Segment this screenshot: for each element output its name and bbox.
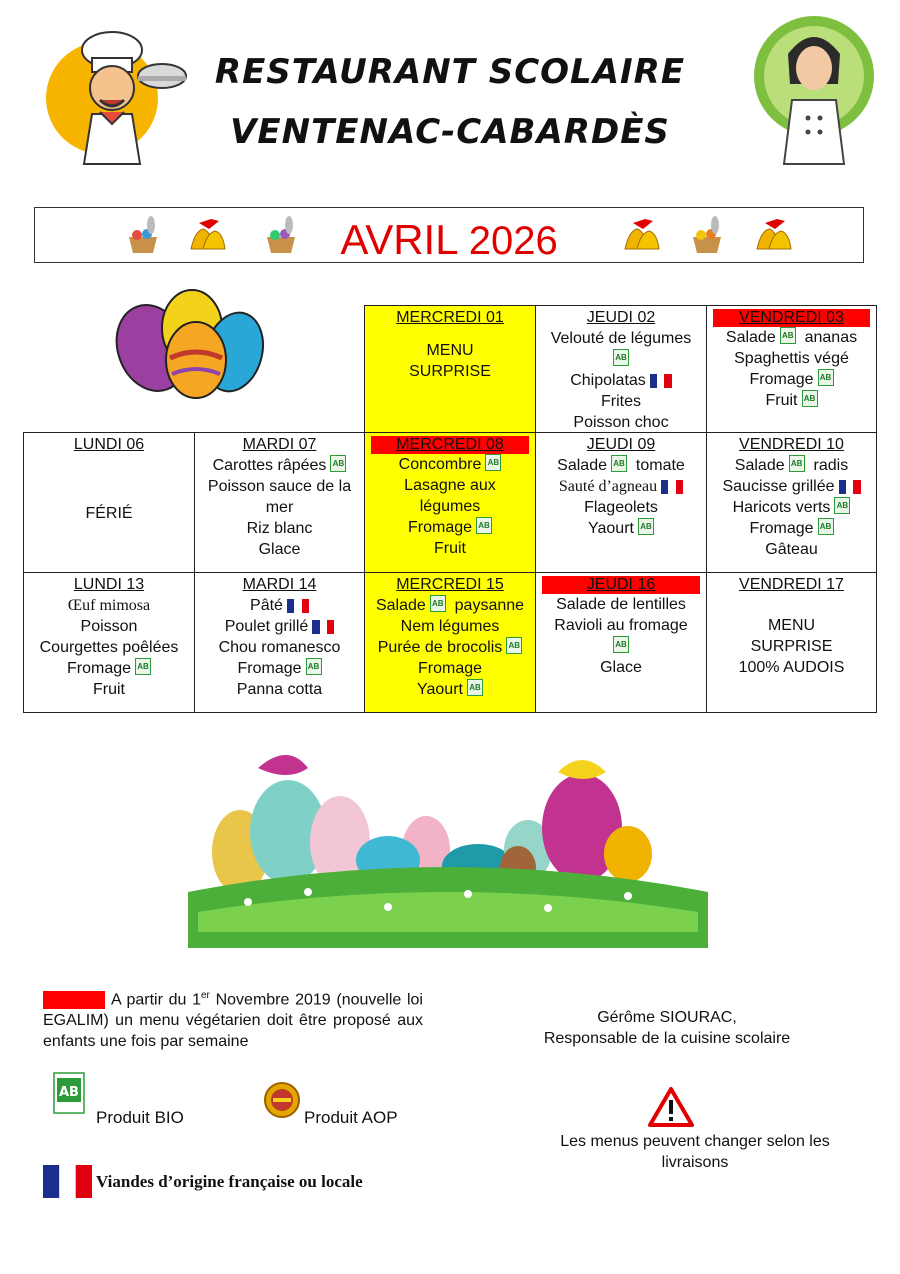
menu-item-text: Salade (725, 329, 776, 346)
menu-item-text: Œuf mimosa (67, 597, 151, 614)
menu-item-text: Glace (258, 541, 301, 558)
french-flag-icon (839, 479, 861, 493)
menu-item-text: tomate (635, 457, 685, 474)
day-heading: MERCREDI 01 (396, 309, 504, 326)
menu-item (365, 679, 535, 700)
menu-item (365, 538, 535, 559)
menu-item-text: MENU (767, 617, 816, 634)
warning-text: Les menus peuvent changer selon les livraisons (560, 1133, 830, 1171)
menu-item-text: Flageolets (584, 499, 658, 516)
ab-bio-icon: AB (135, 658, 151, 675)
menu-item (536, 328, 706, 349)
menu-item-text: 100% AUDOIS (738, 659, 845, 676)
day-cell-fri-03 (706, 305, 877, 433)
menu-item (536, 476, 706, 497)
note-superscript: er (201, 990, 210, 1001)
legend-aop-label: Produit AOP (304, 1108, 398, 1127)
ab-bio-icon: AB (789, 455, 805, 472)
menu-item-text: FÉRIÉ (85, 505, 133, 522)
day-heading: VENDREDI 03 (713, 309, 870, 327)
menu-item (24, 679, 194, 700)
ab-bio-icon: AB (834, 497, 850, 514)
menu-item (365, 340, 535, 361)
title-line-1: RESTAURANT SCOLAIRE (214, 52, 686, 92)
menu-item (536, 370, 706, 391)
menu-item (195, 637, 364, 658)
day-heading: VENDREDI 17 (739, 576, 844, 593)
ab-bio-icon: AB (818, 518, 834, 535)
menu-item (365, 595, 535, 616)
easter-bells-icon (751, 213, 795, 257)
ab-bio-icon: AB (485, 454, 501, 471)
menu-item-text: Concombre (398, 456, 482, 473)
menu-item (24, 616, 194, 637)
menu-item (24, 658, 194, 679)
menu-item (707, 390, 876, 411)
menu-item (536, 615, 706, 636)
menu-item (707, 476, 876, 497)
ab-bio-icon: AB (330, 455, 346, 472)
day-heading: MARDI 14 (242, 576, 317, 593)
french-flag-icon (312, 619, 334, 633)
day-heading: JEUDI 02 (586, 309, 656, 326)
day-heading: JEUDI 09 (586, 436, 656, 453)
menu-item (707, 455, 876, 476)
signature-name: Gérôme SIOURAC, (597, 1009, 737, 1026)
menu-item-text: Salade (557, 457, 607, 474)
menu-item (365, 454, 535, 475)
menu-item (24, 503, 194, 524)
menu-item (195, 455, 364, 476)
day-heading: VENDREDI 10 (739, 436, 844, 453)
menu-item-text: Fromage (749, 371, 814, 388)
menu-item (365, 517, 535, 538)
menu-item-text: Poisson (80, 618, 138, 635)
day-heading: JEUDI 16 (542, 576, 700, 594)
menu-item (536, 455, 706, 476)
menu-item (195, 679, 364, 700)
ab-bio-icon: AB (613, 636, 629, 653)
legend-flag-label: Viandes d’origine française ou locale (96, 1172, 363, 1191)
note-part-a: A partir du 1 (111, 991, 201, 1009)
easter-bells-icon (619, 213, 663, 257)
menu-item (365, 361, 535, 382)
menu-item-text: Fruit (434, 540, 466, 557)
menu-item-text: Panna cotta (236, 681, 323, 698)
ab-bio-icon: AB (430, 595, 446, 612)
menu-item (195, 616, 364, 637)
menu-item-text: Ravioli au fromage (554, 617, 688, 634)
chef-woman-illustration-right (752, 14, 876, 166)
day-cell-wed-01 (364, 305, 536, 433)
ab-bio-icon: AB (818, 369, 834, 386)
month-year: 2026 (468, 219, 558, 263)
menu-item-text: Chou romanesco (218, 639, 341, 656)
day-cell-wed-15 (364, 572, 536, 713)
menu-item (365, 637, 535, 658)
menu-item-text: Saucisse grillée (722, 478, 835, 495)
menu-item (365, 658, 535, 679)
menu-item-text: mer (265, 499, 294, 516)
menu-item (195, 497, 364, 518)
menu-item-text: Salade (734, 457, 785, 474)
french-flag-icon (650, 373, 672, 387)
menu-item (24, 637, 194, 658)
menu-item (365, 475, 535, 496)
menu-item (536, 391, 706, 412)
menu-item-text: Fromage (417, 660, 483, 677)
ab-bio-icon: AB (780, 327, 796, 344)
menu-item-text: radis (813, 457, 849, 474)
menu-item-text: Gâteau (765, 541, 818, 558)
menu-item-text: Fruit (93, 681, 125, 698)
signature-block (520, 1007, 814, 1049)
spacer (707, 595, 876, 615)
menu-item (707, 518, 876, 539)
menu-grid (23, 305, 877, 713)
day-heading: LUNDI 06 (73, 436, 145, 453)
menu-item (707, 615, 876, 636)
ab-bio-icon: AB (802, 390, 818, 407)
day-cell-mon-13 (23, 572, 195, 713)
french-flag-icon (43, 1165, 92, 1198)
menu-item (536, 497, 706, 518)
menu-item-text: Chipolatas (570, 372, 646, 389)
aop-seal-icon (264, 1082, 300, 1118)
day-cell-thu-16 (535, 572, 707, 713)
menu-item-text: Courgettes poêlées (39, 639, 179, 656)
menu-item-text: paysanne (454, 597, 525, 614)
day-heading: MERCREDI 15 (396, 576, 504, 593)
day-cell-mon-06 (23, 432, 195, 573)
menu-item (195, 476, 364, 497)
menu-item-text: SURPRISE (409, 363, 491, 380)
ab-bio-icon: AB (476, 517, 492, 534)
bio-marker-row (536, 636, 706, 657)
menu-item (195, 539, 364, 560)
menu-item (365, 496, 535, 517)
title-line-2: VENTENAC-CABARDÈS (230, 112, 670, 152)
menu-item-text: MENU (426, 342, 474, 359)
menu-item (536, 412, 706, 433)
bio-marker-row (536, 349, 706, 370)
menu-item (707, 348, 876, 369)
menu-item-text: Velouté de légumes (550, 330, 692, 347)
menu-item-text: SURPRISE (750, 638, 833, 655)
menu-item-text: Carottes râpées (212, 457, 327, 474)
month-title (35, 216, 863, 264)
month-name: AVRIL (340, 216, 458, 263)
menu-item-text: Fruit (765, 392, 798, 409)
menu-item-text: Riz blanc (246, 520, 313, 537)
menu-item-text: Yaourt (417, 681, 463, 698)
menu-item-text: Glace (600, 659, 642, 676)
egalim-note (43, 985, 423, 1052)
menu-item (195, 518, 364, 539)
day-cell-wed-08 (364, 432, 536, 573)
menu-item-text: Pâté (250, 597, 283, 614)
menu-item-text: Fromage (66, 660, 132, 677)
menu-item-text: Spaghettis végé (734, 350, 849, 367)
ab-bio-icon: AB (306, 658, 322, 675)
day-cell-tue-07 (194, 432, 365, 573)
menu-item-text: Salade (375, 597, 426, 614)
ab-bio-icon: AB (506, 637, 522, 654)
menu-item (195, 595, 364, 616)
menu-item (707, 327, 876, 348)
menu-item (24, 595, 194, 616)
menu-item (536, 657, 706, 678)
day-cell-fri-17 (706, 572, 877, 713)
easter-grass-illustration (188, 742, 708, 948)
menu-item-text: Yaourt (588, 520, 634, 537)
menu-item (365, 616, 535, 637)
day-heading: MERCREDI 08 (371, 436, 529, 454)
ab-bio-icon: AB (613, 349, 629, 366)
menu-item-text: légumes (419, 498, 481, 515)
menu-item (536, 518, 706, 539)
note-part-b: Novembre 2019 (nouvelle loi EGALIM) un menu végétarien doit être proposé aux enfants une fois par semaine (43, 991, 423, 1051)
ab-bio-icon (53, 1072, 85, 1114)
day-cell-thu-02 (535, 305, 707, 433)
menu-item-text: Fromage (749, 520, 814, 537)
french-flag-icon (287, 598, 309, 612)
menu-item-text: Salade de lentilles (556, 596, 686, 613)
svg-text:AB: AB (59, 1085, 79, 1100)
menu-item-text: Lasagne aux (404, 477, 496, 494)
ab-bio-icon: AB (638, 518, 654, 535)
easter-basket-icon (685, 213, 729, 257)
menu-item-text: Frites (601, 393, 641, 410)
menu-item (707, 657, 876, 678)
day-cell-fri-10 (706, 432, 877, 573)
day-cell-thu-09 (535, 432, 707, 573)
menu-item-text: Poisson sauce de la (207, 478, 352, 495)
menu-item (536, 594, 706, 615)
menu-item-text: ananas (804, 329, 858, 346)
french-flag-icon (661, 479, 683, 493)
menu-item-text: Fromage (237, 660, 302, 677)
warning-icon (648, 1086, 694, 1128)
menu-item-text: Fromage (407, 519, 473, 536)
menu-item-text: Haricots verts (732, 499, 831, 516)
month-banner (34, 207, 864, 263)
ab-bio-icon: AB (467, 679, 483, 696)
menu-item (707, 369, 876, 390)
spacer (24, 455, 194, 503)
day-heading: LUNDI 13 (73, 576, 145, 593)
menu-item (707, 636, 876, 657)
menu-item (365, 328, 535, 340)
legend-bio-label: Produit BIO (96, 1108, 184, 1127)
signature-role: Responsable de la cuisine scolaire (543, 1030, 791, 1047)
menu-item-text: Purée de brocolis (377, 639, 503, 656)
menu-item (195, 658, 364, 679)
menu-item-text: Poulet grillé (224, 618, 309, 635)
ab-bio-icon: AB (611, 455, 627, 472)
menu-item (707, 539, 876, 560)
menu-item (707, 497, 876, 518)
day-cell-tue-14 (194, 572, 365, 713)
menu-item-text: Poisson choc (573, 414, 669, 431)
menu-item-text: Sauté d’agneau (558, 478, 658, 495)
menu-item-text: Nem légumes (400, 618, 500, 635)
chef-illustration-left (40, 28, 190, 168)
day-heading: MARDI 07 (242, 436, 317, 453)
vegetarian-marker-swatch (43, 991, 105, 1009)
